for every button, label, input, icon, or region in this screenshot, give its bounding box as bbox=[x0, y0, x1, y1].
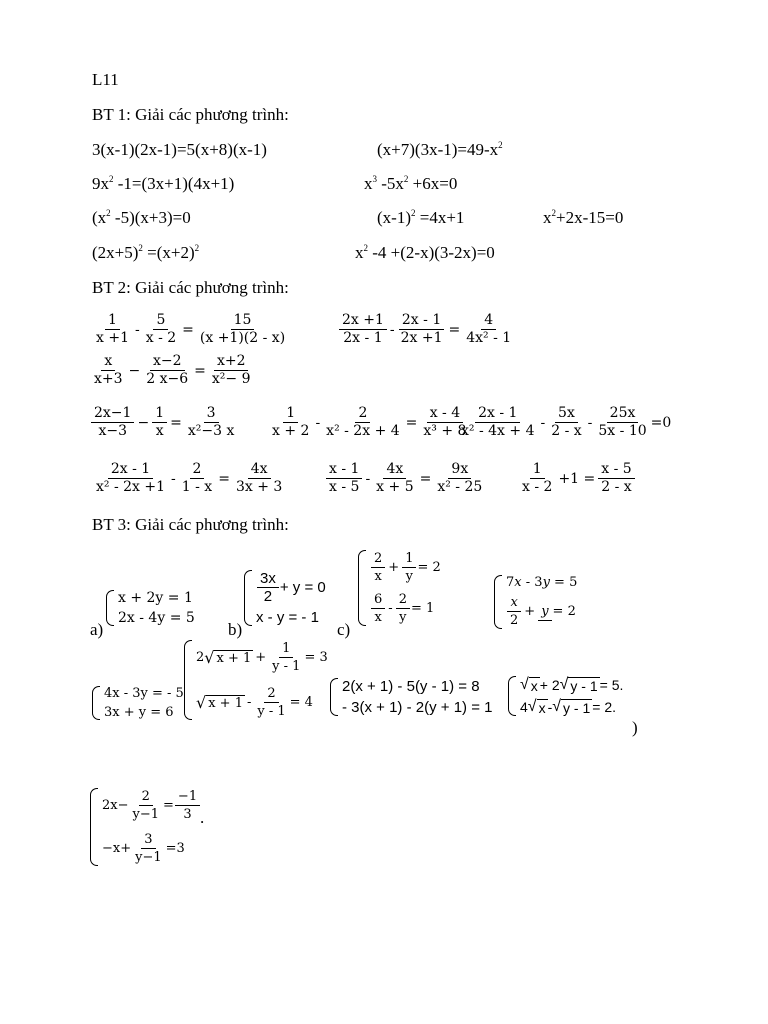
bt2-eq-3: $\frac{x}{x+3}$ − $\frac{x-2}{2 x-6}$ = $\frac{x+2}{\text{x²− 9}}$ bbox=[94, 353, 251, 387]
bt2-eq-4: $\frac{2x-1}{x-3}$ − $\frac{1}{x}$ = $\frac{3}{\text{x²−3 x}}$ bbox=[90, 405, 238, 440]
bt1-eq-5: ($x^2$ -5)(x+3)=0 bbox=[92, 208, 191, 227]
bt1-eq-9: $x^2$ -4 +(2-x)(3-2x)=0 bbox=[355, 243, 495, 262]
lesson-label: L11 bbox=[92, 70, 119, 89]
sqrt-sign: √ bbox=[559, 676, 569, 693]
sqrt-sign: √ bbox=[204, 648, 215, 667]
bt3-title: BT 3: Giải các phương trình: bbox=[92, 515, 289, 534]
bt2-title: BT 2: Giải các phương trình: bbox=[92, 278, 289, 297]
system-b-label: b) bbox=[228, 620, 243, 639]
sqrt-sign: √ bbox=[552, 698, 562, 715]
left-brace bbox=[330, 678, 338, 716]
system-h: √ x + 2 √ y - 1 = 5 . 4 √ x - √ y - 1 = 2 . bbox=[508, 676, 623, 716]
bt2-eq-6: $\frac{2x - 1}{\text{x² - 4x + 4}}$ - $\frac{5x}{2 - x}$ - $\frac{25x}{5x - 10}$ =0 bbox=[461, 405, 672, 439]
left-brace bbox=[508, 676, 516, 716]
bt1-title: BT 1: Giải các phương trình: bbox=[92, 105, 289, 124]
bt1-eq-2: $(x+7)(3x-1)=49-x^2$ bbox=[377, 140, 503, 159]
bt1-eq-8: $(2x+5)^2 =(x+2)^2$ bbox=[92, 243, 200, 262]
bt1-eq-6: $(x-1)^2 =4x+1$ bbox=[377, 208, 465, 227]
system-d: 7x - 3y = 5 $\frac{x}{2}$ + y = 2 bbox=[494, 575, 577, 629]
sqrt-sign: √ bbox=[196, 693, 207, 712]
trailing-dot: . bbox=[200, 808, 205, 827]
stray-paren: ) bbox=[632, 718, 638, 737]
left-brace bbox=[90, 788, 98, 866]
sqrt-sign: √ bbox=[520, 676, 529, 693]
system-e: 2 √ x + 1 + $\frac{1}{y - 1}$ = 3 √ x + 1 - $\frac{2}{y - 1}$ = 4 bbox=[184, 640, 328, 720]
bt2-eq-5: $\frac{1}{x + 2}$ - $\frac{2}{\text{x² - 2x + 4}}$ = $\frac{x - 4}{\text{x³ + 8}}$ bbox=[272, 405, 467, 439]
bt2-eq-1: $\frac{1}{x +1}$ - $\frac{5}{x - 2}$ = $\frac{15}{(x +1)(2 - x)}$ bbox=[96, 312, 286, 346]
left-brace bbox=[92, 686, 100, 720]
system-c: $\frac{2}{x}$ + $\frac{1}{y}$ = 2 $\frac{6}{x}$ - $\frac{2}{y}$ = 1 bbox=[358, 550, 441, 626]
left-brace bbox=[494, 575, 502, 629]
bt2-eq-9: $\frac{1}{x - 2}$ +1 = $\frac{x - 5}{2 - x}$ bbox=[518, 461, 636, 496]
bt1-eq-4: $x^3$ $-5x^2 +6x=0$ bbox=[364, 174, 458, 193]
system-c-label: c) bbox=[337, 620, 351, 639]
system-g: 2(x + 1) - 5(y - 1) = 8 - 3(x + 1) - 2(y + 1) = 1 bbox=[330, 678, 492, 716]
system-f: 4x - 3y = - 5 3x + y = 6 bbox=[92, 686, 184, 720]
left-brace bbox=[358, 550, 366, 626]
bt2-eq-7: $\frac{2x - 1}{\text{x² - 2x +1}}$ - $\frac{2}{1 - x}$ = $\frac{4x}{3x + 3}$ bbox=[96, 461, 283, 495]
bt2-eq-2: $\frac{2x +1}{2x - 1}$ - $\frac{2x - 1}{2x +1}$ = $\frac{4}{\text{4x² - 1}}$ bbox=[338, 312, 515, 347]
left-brace bbox=[184, 640, 192, 720]
system-a: x + 2y = 1 2x - 4y = 5 bbox=[106, 590, 195, 626]
system-a-label: a) bbox=[90, 620, 104, 639]
left-brace bbox=[244, 570, 252, 626]
sqrt-sign: √ bbox=[527, 698, 537, 715]
system-k: 2x− $\frac{2}{y-1}$ = $\frac{-1}{3}$ −x+ $\frac{3}{y-1}$ =3 bbox=[90, 788, 201, 866]
bt2-eq-8: $\frac{x - 1}{x - 5}$ - $\frac{4x}{x + 5}$ = $\frac{9x}{\text{x² - 25}}$ bbox=[325, 461, 486, 496]
bt1-eq-1: 3(x-1)(2x-1)=5(x+8)(x-1) bbox=[92, 140, 267, 159]
bt1-eq-3: $9x^2$ -1=(3x+1)(4x+1) bbox=[92, 174, 235, 193]
system-b: $\frac{3x}{2}$ + y = 0 x - y = - 1 bbox=[244, 570, 326, 626]
bt1-eq-7: $x^2+2x-15=0$ bbox=[543, 208, 624, 227]
left-brace bbox=[106, 590, 114, 626]
